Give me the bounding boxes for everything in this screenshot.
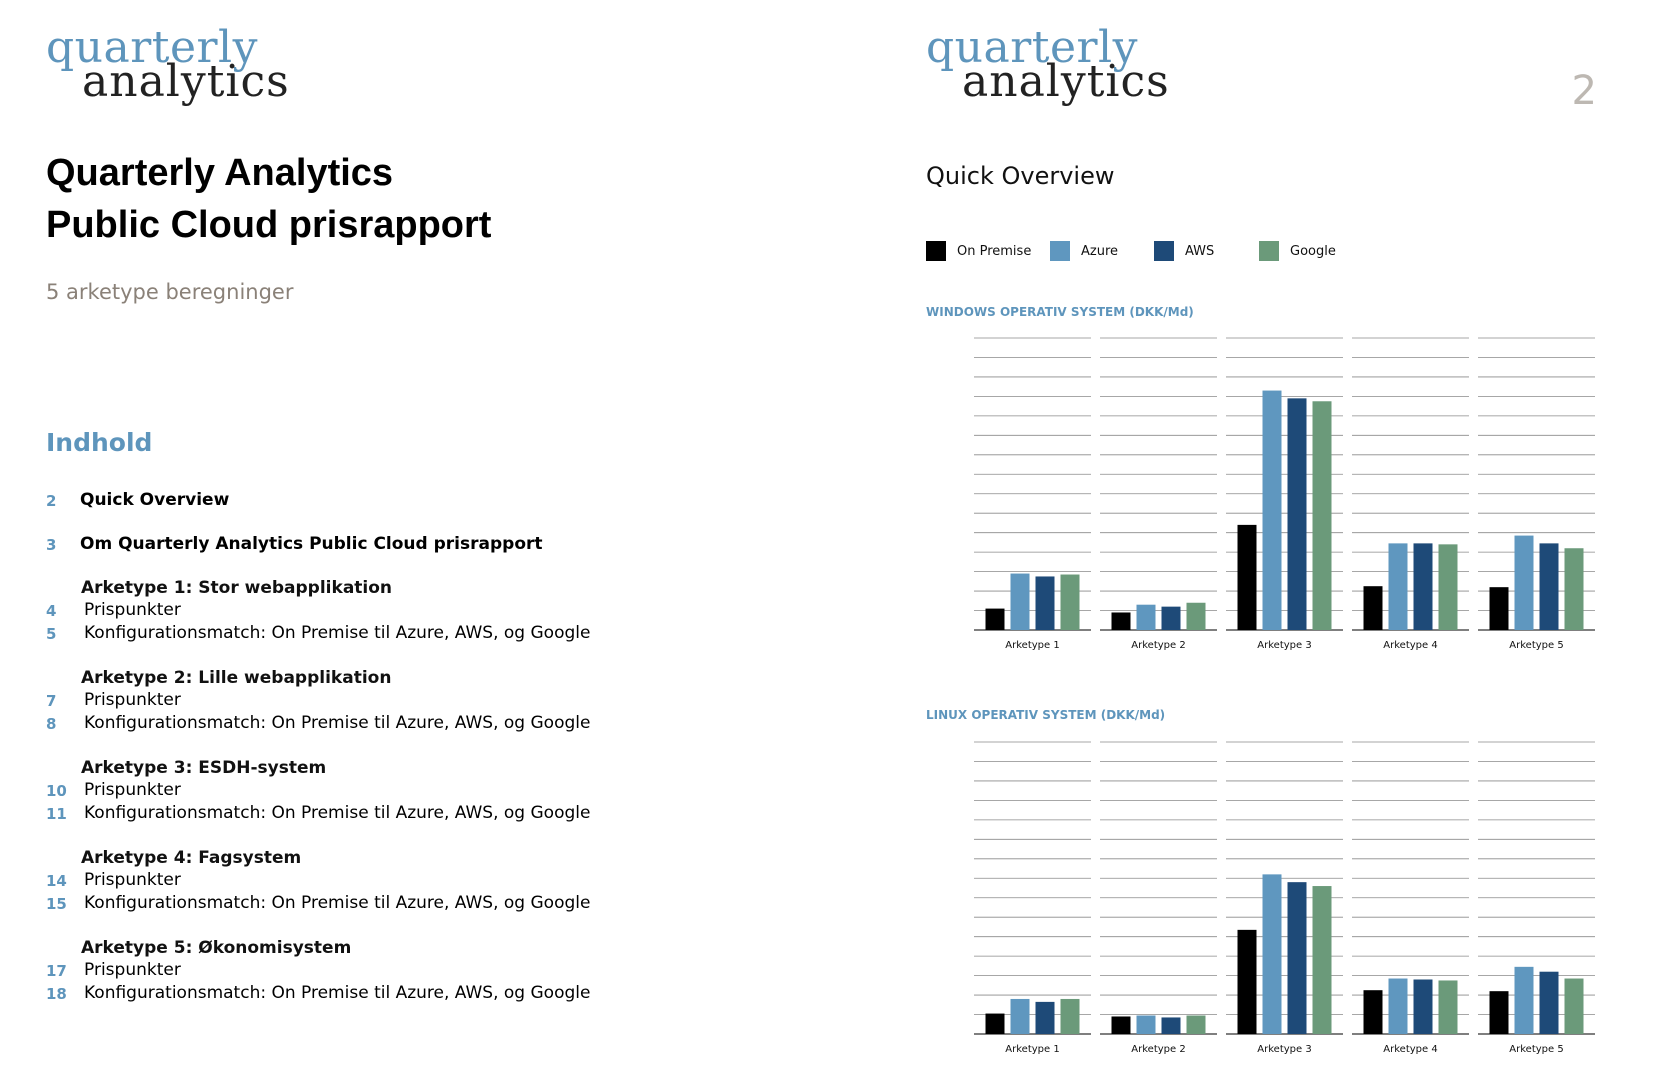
brand-logo-line1: quarterly <box>926 22 1138 73</box>
bar-azure <box>1137 1016 1156 1034</box>
toc-page-number: 7 <box>46 692 57 710</box>
bar-google <box>1565 548 1584 630</box>
brand-logo-line2: analytics <box>82 56 290 107</box>
bar-on-premise <box>986 609 1005 630</box>
bar-aws <box>1540 543 1559 630</box>
chart-title-windows: WINDOWS OPERATIV SYSTEM (DKK/Md) <box>926 305 1194 319</box>
toc-page-number: 18 <box>46 985 67 1003</box>
brand-logo <box>46 22 306 110</box>
bar-on-premise <box>1490 587 1509 630</box>
toc-page-number: 2 <box>46 492 57 510</box>
toc-group-title: Arketype 2: Lille webapplikation <box>81 668 392 688</box>
toc-entry-label: Om Quarterly Analytics Public Cloud prisrapport <box>80 534 543 554</box>
category-label: Arketype 2 <box>1131 640 1186 651</box>
toc-entry-label: Prispunkter <box>84 600 181 620</box>
bar-azure <box>1515 536 1534 630</box>
bar-aws <box>1036 1002 1055 1034</box>
chart-title-linux: LINUX OPERATIV SYSTEM (DKK/Md) <box>926 708 1166 722</box>
chart-linux <box>926 734 1606 1064</box>
category-label: Arketype 1 <box>1005 640 1060 651</box>
page-number: 2 <box>1571 68 1597 114</box>
bar-aws <box>1414 543 1433 630</box>
bar-azure <box>1263 391 1282 630</box>
toc-entry-label: Konfigurationsmatch: On Premise til Azure, AWS, og Google <box>84 983 591 1003</box>
bar-google <box>1313 401 1332 630</box>
bar-aws <box>1414 979 1433 1034</box>
section-title: Quick Overview <box>926 162 1115 190</box>
toc-page-number: 3 <box>46 536 57 554</box>
bar-aws <box>1036 576 1055 630</box>
bar-on-premise <box>1490 991 1509 1034</box>
legend-swatch <box>1259 241 1279 261</box>
category-label: Arketype 4 <box>1383 1044 1438 1055</box>
bar-azure <box>1389 543 1408 630</box>
toc-page-number: 10 <box>46 782 67 800</box>
bar-google <box>1439 544 1458 630</box>
toc-group-title: Arketype 4: Fagsystem <box>81 848 302 868</box>
legend-label: On Premise <box>957 244 1032 259</box>
toc-page-number: 5 <box>46 625 57 643</box>
brand-logo-line2: analytics <box>962 56 1170 107</box>
toc-page-number: 11 <box>46 805 67 823</box>
bar-azure <box>1515 967 1534 1034</box>
bar-google <box>1313 886 1332 1034</box>
category-label: Arketype 2 <box>1131 1044 1186 1055</box>
toc-page-number: 14 <box>46 872 67 890</box>
bar-azure <box>1137 605 1156 630</box>
bar-aws <box>1540 972 1559 1034</box>
category-label: Arketype 1 <box>1005 1044 1060 1055</box>
bar-azure <box>1011 999 1030 1034</box>
overview-page <box>880 0 1657 1089</box>
toc-entry-label: Prispunkter <box>84 870 181 890</box>
category-label: Arketype 3 <box>1257 640 1312 651</box>
bar-on-premise <box>1112 1016 1131 1034</box>
document-title-line1: Quarterly Analytics <box>46 152 394 194</box>
bar-google <box>1061 999 1080 1034</box>
legend-swatch <box>926 241 946 261</box>
category-label: Arketype 5 <box>1509 640 1564 651</box>
document-subtitle: 5 arketype beregninger <box>46 280 294 304</box>
bar-azure <box>1389 979 1408 1034</box>
toc-entry-label: Prispunkter <box>84 780 181 800</box>
toc-entry-label: Prispunkter <box>84 960 181 980</box>
legend-swatch <box>1154 241 1174 261</box>
legend-label: Azure <box>1081 244 1119 259</box>
toc-group-title: Arketype 3: ESDH-system <box>81 758 327 778</box>
bar-on-premise <box>986 1014 1005 1034</box>
toc-page-number: 15 <box>46 895 67 913</box>
brand-logo <box>926 22 1186 110</box>
bar-azure <box>1011 574 1030 630</box>
bar-google <box>1439 980 1458 1034</box>
bar-azure <box>1263 874 1282 1034</box>
bar-aws <box>1162 607 1181 630</box>
toc-entry-label: Konfigurationsmatch: On Premise til Azure, AWS, og Google <box>84 623 591 643</box>
bar-on-premise <box>1364 990 1383 1034</box>
chart-legend <box>926 241 1446 263</box>
document-title-line2: Public Cloud prisrapport <box>46 204 492 246</box>
category-label: Arketype 5 <box>1509 1044 1564 1055</box>
legend-label: AWS <box>1185 244 1215 259</box>
bar-google <box>1187 1016 1206 1034</box>
toc-entry-label: Konfigurationsmatch: On Premise til Azure, AWS, og Google <box>84 893 591 913</box>
toc-group-title: Arketype 5: Økonomisystem <box>81 938 352 958</box>
toc-entry-label: Prispunkter <box>84 690 181 710</box>
category-label: Arketype 3 <box>1257 1044 1312 1055</box>
toc-heading: Indhold <box>46 428 153 457</box>
toc-page-number: 8 <box>46 715 57 733</box>
toc-page-number: 4 <box>46 602 57 620</box>
bar-aws <box>1288 882 1307 1034</box>
bar-on-premise <box>1364 586 1383 630</box>
chart-windows <box>926 330 1606 660</box>
bar-aws <box>1288 398 1307 630</box>
toc-entry-label: Quick Overview <box>80 490 230 510</box>
bar-google <box>1187 603 1206 630</box>
bar-aws <box>1162 1017 1181 1034</box>
toc-page-number: 17 <box>46 962 67 980</box>
brand-logo-line1: quarterly <box>46 22 258 73</box>
category-label: Arketype 4 <box>1383 640 1438 651</box>
bar-on-premise <box>1238 930 1257 1034</box>
toc-entry-label: Konfigurationsmatch: On Premise til Azure, AWS, og Google <box>84 803 591 823</box>
bar-google <box>1061 575 1080 630</box>
bar-google <box>1565 979 1584 1034</box>
bar-on-premise <box>1112 612 1131 630</box>
bar-on-premise <box>1238 525 1257 630</box>
toc-entry-label: Konfigurationsmatch: On Premise til Azure, AWS, og Google <box>84 713 591 733</box>
toc-group-title: Arketype 1: Stor webapplikation <box>81 578 393 598</box>
legend-swatch <box>1050 241 1070 261</box>
legend-label: Google <box>1290 244 1336 259</box>
